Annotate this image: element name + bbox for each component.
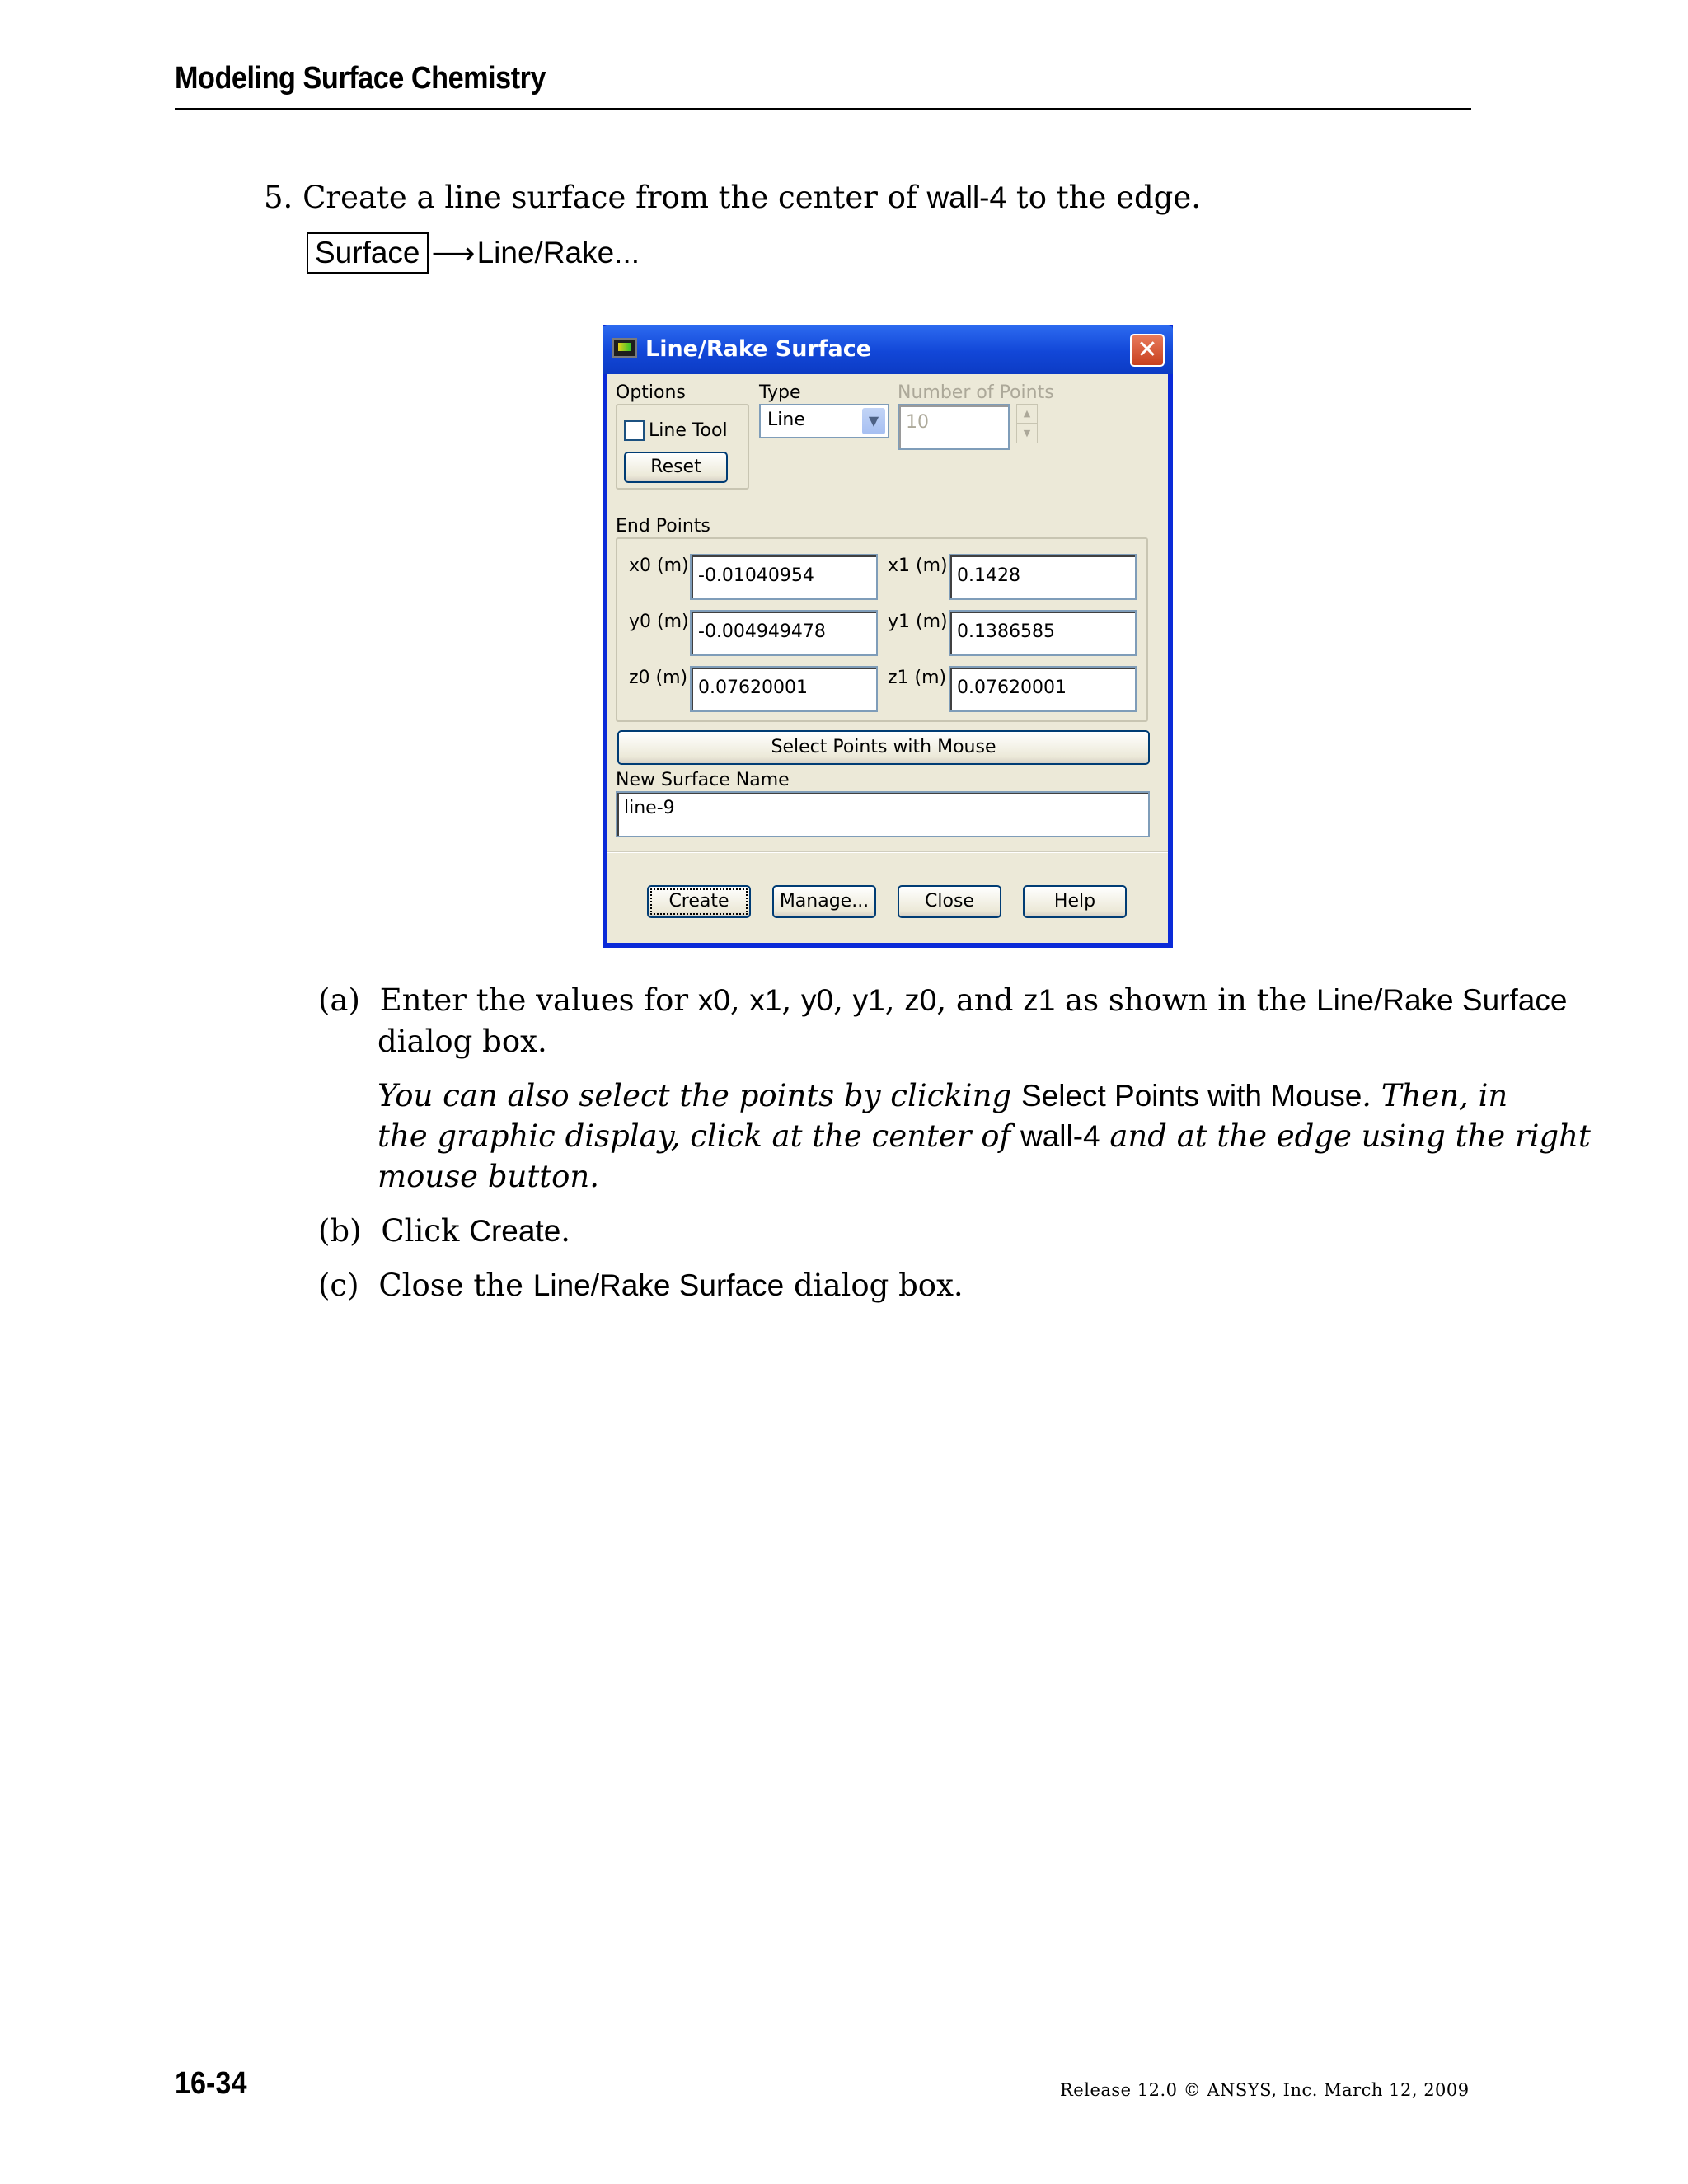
step-text-before: Create a line surface from the center of <box>302 180 917 215</box>
manage-button[interactable]: Manage... <box>772 885 876 918</box>
y0-input[interactable]: -0.004949478 <box>690 610 878 656</box>
substep-a-line-2: dialog box. <box>377 1024 547 1059</box>
dialog-titlebar <box>603 325 1173 374</box>
y1-input[interactable]: 0.1386585 <box>949 610 1137 656</box>
step-wall-name: wall-4 <box>926 180 1007 214</box>
x0-term: x0 <box>697 983 730 1017</box>
create-ref: Create <box>469 1214 561 1248</box>
app-icon <box>612 338 637 358</box>
y0-term: y0 <box>801 983 834 1017</box>
header-rule <box>175 108 1471 110</box>
note-wall-ref: wall-4 <box>1020 1119 1100 1153</box>
y0-label: y0 (m) <box>629 612 689 632</box>
z0-input[interactable]: 0.07620001 <box>690 666 878 712</box>
x1-term: x1 <box>749 983 782 1017</box>
x0-label: x0 (m) <box>629 555 689 576</box>
note-text: You can also select the points by clicking <box>377 1078 1012 1113</box>
select-points-with-mouse-button[interactable]: Select Points with Mouse <box>617 730 1150 765</box>
menu-surface: Surface <box>307 232 429 274</box>
menu-arrow: ⟶ <box>431 235 476 271</box>
dialog-title: Line/Rake Surface <box>645 336 872 362</box>
comma: , <box>781 982 792 1018</box>
substep-b <box>318 1212 570 1251</box>
conjunction: , and <box>936 982 1014 1018</box>
number-of-points-label: Number of Points <box>898 382 1054 403</box>
substep-c <box>318 1266 964 1305</box>
comma: , <box>884 982 895 1018</box>
line-tool-label: Line Tool <box>649 420 728 441</box>
options-label: Options <box>616 382 686 403</box>
menu-path <box>307 232 640 274</box>
substep-a-text-2: as shown in the <box>1065 982 1307 1018</box>
z0-label: z0 (m) <box>629 668 688 688</box>
x1-label: x1 (m) <box>888 555 948 576</box>
substep-b-text: Click <box>381 1213 460 1249</box>
new-surface-name-input[interactable]: line-9 <box>616 791 1150 837</box>
z0-term: z0 <box>904 983 937 1017</box>
substep-a-text: Enter the values for <box>379 982 689 1018</box>
step-5 <box>264 180 1201 215</box>
dialog-body <box>607 374 1168 943</box>
substep-a <box>318 981 1567 1020</box>
dialog-name-ref: Line/Rake Surface <box>532 1268 785 1302</box>
reset-button[interactable]: Reset <box>624 452 728 483</box>
spin-up-icon[interactable]: ▲ <box>1016 404 1038 424</box>
create-button[interactable]: Create <box>647 885 751 918</box>
page-number: 16-34 <box>175 2066 247 2101</box>
type-select[interactable] <box>759 404 889 438</box>
x1-input[interactable]: 0.1428 <box>949 554 1137 600</box>
step-text-after: to the edge. <box>1015 180 1202 215</box>
note-text: the graphic display, click at the center of <box>377 1118 1011 1154</box>
y1-label: y1 (m) <box>888 612 948 632</box>
line-rake-surface-dialog <box>603 325 1173 948</box>
help-button[interactable]: Help <box>1023 885 1127 918</box>
chevron-down-icon[interactable]: ▼ <box>862 408 885 434</box>
page-header-title: Modeling Surface Chemistry <box>175 61 546 96</box>
end-points-label: End Points <box>616 516 710 537</box>
spin-down-icon[interactable]: ▼ <box>1016 424 1038 443</box>
substep-c-text: Close the <box>378 1268 524 1303</box>
new-surface-name-label: New Surface Name <box>616 770 790 790</box>
note-button-ref: Select Points with Mouse <box>1020 1079 1362 1113</box>
comma: , <box>729 982 740 1018</box>
release-info: Release 12.0 © ANSYS, Inc. March 12, 2009 <box>1060 2080 1470 2100</box>
substep-c-mark: (c) <box>318 1268 359 1303</box>
substep-a-note-line-3: mouse button. <box>377 1159 599 1194</box>
step-number: 5. <box>264 180 293 215</box>
type-select-value: Line <box>767 410 805 430</box>
x0-input[interactable]: -0.01040954 <box>690 554 878 600</box>
comma: , <box>833 982 843 1018</box>
y1-term: y1 <box>852 983 885 1017</box>
substep-a-note-line-1 <box>377 1076 1507 1116</box>
number-of-points-input[interactable]: 10 <box>898 404 1010 450</box>
substep-c-text-2: dialog box. <box>793 1268 964 1303</box>
substep-a-mark: (a) <box>318 982 360 1018</box>
menu-item-line-rake: Line/Rake... <box>476 236 640 269</box>
dialog-name-ref: Line/Rake Surface <box>1316 983 1568 1017</box>
close-button[interactable]: Close <box>898 885 1001 918</box>
note-text: and at the edge using the right <box>1109 1118 1591 1154</box>
dialog-footer-separator <box>607 851 1168 853</box>
z1-input[interactable]: 0.07620001 <box>949 666 1137 712</box>
z1-term: z1 <box>1023 983 1056 1017</box>
substep-a-note-line-2 <box>377 1117 1591 1156</box>
close-icon[interactable]: ✕ <box>1130 334 1165 367</box>
line-tool-checkbox[interactable] <box>624 420 645 441</box>
type-label: Type <box>759 382 801 403</box>
note-text: . Then, in <box>1362 1078 1508 1113</box>
z1-label: z1 (m) <box>888 668 947 688</box>
period: . <box>560 1213 571 1249</box>
substep-b-mark: (b) <box>318 1213 362 1249</box>
